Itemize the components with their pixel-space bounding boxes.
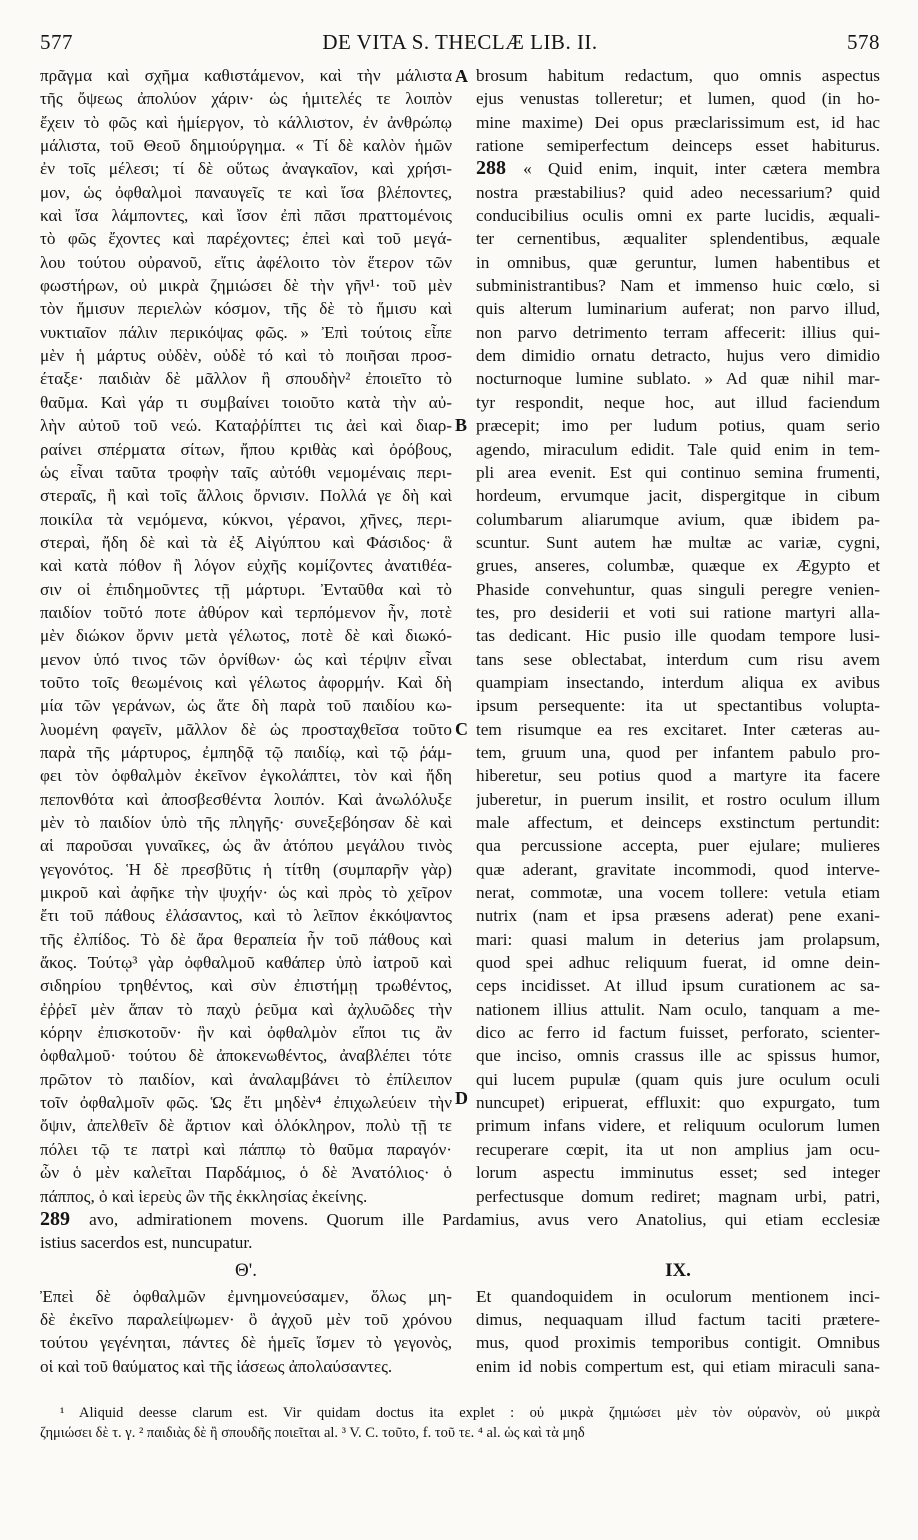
text-line: έταξε· παιδιὰν δὲ μᾶλλον ἢ σπουδὴν² ἐποιεῖτο τὸ	[40, 369, 452, 389]
text-line: istius sacerdos est, nuncupatur.	[40, 1233, 253, 1253]
text-line: ὀφθαλμοῦ· τούτου δὲ ἀποκενωθέντος, ἀναβλέπει τότε	[40, 1046, 452, 1066]
text-line: πόλει τῷ τε πατρὶ καὶ πάππῳ τὸ θαῦμα παραγόν·	[40, 1139, 452, 1159]
chapter-headings	[40, 1257, 880, 1285]
text-line: μία τῶν γεράνων, ὡς ἅτε δὴ παρὰ τοῦ παιδίου κω-	[40, 696, 452, 716]
text-line: ἄκος. Τούτῳ³ γὰρ ὀφθαλμοῦ καθάπερ ὑπὸ ἰατροῦ καὶ	[40, 953, 452, 973]
text-line: quæ aderant, gravitate incommodi, quod interve-	[476, 859, 880, 879]
text-line: μὲν τὸ παιδίον ὑπὸ τῆς πληγῆς· συνεξεβόησαν δὲ καὶ	[40, 813, 452, 832]
running-title: DE VITA S. THECLÆ LIB. II.	[322, 30, 598, 54]
text-line: columbarum aliarumque avium, quæ ibidem pa-	[476, 509, 880, 529]
text-line: λὴν αὐτοῦ τοῦ νεώ. Καταῤῥίπτει τις ἀεὶ καὶ διαρ-	[40, 416, 452, 436]
section-number: 289	[40, 1207, 90, 1230]
greek-column	[40, 64, 452, 1208]
text-line: ter cernentibus, æqualiter splendentibus, æquale	[476, 229, 880, 249]
text-line: αἱ παροῦσαι γυναῖκες, ὡς ἂν ἀτόπου μεγάλου τινὸς	[40, 836, 452, 856]
text-line: ἐν τοῖς μέλεσι; τί δὲ οὕτως ἀναγκαῖον, καὶ χρήσι-	[40, 159, 452, 179]
text-line: ἔχειν τὸ φῶς καὶ ἡμίεργον, τὸ κάλλιστον, ἐν ἀνθρώπῳ	[40, 112, 452, 132]
text-line: ratione semiperfectum deinceps esset habiturus.	[476, 136, 880, 156]
footnotes	[40, 1404, 880, 1444]
text-line: καὶ κατὰ πόθον ἢ λόγον εὐχῆς κομίζοντες ἀνατιθέα-	[40, 556, 452, 576]
text-line: φει τὸν ὀφθαλμὸν ἐκεῖνον ἐγκολάπτει, τὸν καὶ ἤδη	[40, 766, 452, 786]
text-line: τούτου γεγένηται, πάντες δὲ ἡμεῖς ἴσμεν τὸ γεγονὸς,	[40, 1333, 452, 1353]
text-line: μὲν ἡ μάρτυς οὐδὲν, οὐδὲ τό καὶ τὸ ποιῆσαι προσ-	[40, 346, 452, 366]
latin-chapter-text	[476, 1285, 880, 1378]
text-line: male affectum, et deinceps exstinctum pertundit:	[476, 813, 880, 832]
text-line: primum infans videre, et reliquum oculorum lumen	[476, 1116, 880, 1136]
text-line: ipsum persequente: ita ut spectantibus volupta-	[476, 696, 880, 716]
text-line: enim id nobis compertum est, qui etiam miraculi sana-	[476, 1356, 880, 1376]
text-line: que inciso, omnis crassus ille ac spissus humor,	[476, 1046, 880, 1066]
text-line: στεραὶ, ἤδη δὲ καὶ τὰ ἐξ Αἰγύπτου καὶ Φάσιδος· ἃ	[40, 532, 452, 552]
text-line: mine maxime) Dei opus præclarissimum est, id hac	[476, 112, 880, 132]
text-line: nostra præstabilius? quid adeo necessarium? quid	[476, 182, 880, 202]
text-line: nationem illius attulit. Nam oculo, tanquam a me-	[476, 999, 880, 1019]
text-line	[40, 1208, 880, 1231]
text-line: non parvo detrimento terram affecerit: illius qui-	[476, 322, 880, 342]
text-line: μενον ὑπό τινος τῶν ὀρνίθων· ὡς καὶ τέρψιν εἶναι	[40, 649, 452, 669]
text-line: ejus venustas tolleretur; et lumen, quod (in ho-	[476, 89, 880, 109]
text-line: dico ac ferro id factum fuisset, perforato, scienter-	[476, 1023, 880, 1043]
text-line: πρῶτον τὸ παιδίον, καὶ ἀναλαμβάνει τὸ ἐπίλειπον	[40, 1069, 452, 1089]
text-line: tem, gruum una, quod per infantem pabulo pro-	[476, 742, 880, 762]
text-line: qua percussione accepta, puer ejulare; mulieres	[476, 836, 880, 856]
chapter-columns	[40, 1285, 880, 1378]
text-line: Ἐπεὶ δὲ ὀφθαλμῶν ἐμνημονεύσαμεν, ὅλως μη-	[40, 1286, 452, 1306]
text-line: perfectusque domum rediret; magnam urbi, patri,	[476, 1186, 880, 1206]
chapter-title-greek: Θ'.	[235, 1259, 257, 1281]
text-line: λου τούτου οὐρανοῦ, εἴτις ἀφέλοιτο τὸν ἕτερον τῶν	[40, 252, 452, 272]
chapter-title-latin: IX.	[665, 1259, 691, 1281]
text-line: ὄψιν, ἀπελθεῖν δὲ ἄρτιον καὶ ὁλόκληρον, πολὺ τῇ τε	[40, 1116, 452, 1136]
text-line: tas dedicant. Hic pusio ille quodam tempore lusi-	[476, 626, 880, 646]
text-line: nerat, commotæ, una vocem tollere: vetula etiam	[476, 883, 880, 903]
text-line: præcepit; imo per ludum potius, quam serio	[476, 416, 880, 436]
text-line: τοῦτο τοῖς θεωμένοις καὶ γέλωτος ἀφορμήν. Καὶ δὴ	[40, 672, 452, 692]
text-line: quis alterum luminarium auferat; non parvo illud,	[476, 299, 880, 319]
text-line: ποικίλα τὰ νεμόμενα, κύκνοι, γέρανοι, χῆνες, περι-	[40, 509, 452, 529]
text-line: Et quandoquidem in oculorum mentionem inci-	[476, 1286, 880, 1306]
margin-letter-d: D	[455, 1088, 468, 1108]
text-line: κόρην ἐπισκοτοῦν· ἣν καὶ ὀφθαλμὸν εἴποι τις ἂν	[40, 1023, 452, 1043]
margin-letter-c: C	[455, 719, 468, 739]
text-line: dimus, nequaquam illud factum taciti prætere-	[476, 1309, 880, 1329]
text-line: νυκτιαῖον πάλιν περικόψας φῶς. » Ἐπὶ τούτοις εἶπε	[40, 322, 452, 342]
text-line: μον, ὡς ὀφθαλμοὶ παναυγεῖς τε καὶ ἴσα βλέποντες,	[40, 182, 452, 202]
text-line: nutrix (nam et ipsa præsens aderat) pene exani-	[476, 906, 880, 926]
text-line: subministrantibus? Nam et immenso huic cœlo, si	[476, 276, 880, 296]
text-line: tes, pro desiderii et voti sui ratione martyri alla-	[476, 602, 880, 622]
text-line: καὶ ἴσα λάμποντες, καὶ ἴσον ἐπὶ πᾶσι πραττομένοις	[40, 206, 452, 226]
text-line: quampiam insectando, interdum aliqua ex avibus	[476, 672, 880, 692]
text-line: ἔτι τοῦ πάθους ἐλάσαντος, καὶ τὸ λεῖπον ἐκκόψαντος	[40, 906, 452, 926]
text-line: conducibilius oculis omni ex parte lucidis, æquali-	[476, 206, 880, 226]
text-line: quod spei adhuc reliquum fuerat, id omne dein-	[476, 953, 880, 973]
text-line: μὲν διώκον ὄρνιν μετὰ γέλωτος, ποτὲ δὲ καὶ διωκό-	[40, 626, 452, 646]
text-line: brosum habitum redactum, quo omnis aspectus	[476, 66, 880, 85]
text-line: τοῖν ὀφθαλμοῖν φῶς. Ὡς ἔτι μηδὲν⁴ ἐπιχωλεύειν τὴν	[40, 1093, 452, 1113]
text-line: tyr respondit, neque hoc, aut illud faciendum	[476, 392, 880, 412]
text-line: οἱ καὶ τοῦ θαύματος καὶ τῆς ἰάσεως ἀπολαύσαντες.	[40, 1356, 393, 1376]
main-columns	[40, 64, 880, 1208]
text-line: τὸ φῶς ἔχοντες καὶ παρέχοντες; ἐπεὶ καὶ τοῦ μεγά-	[40, 229, 452, 249]
latin-column	[476, 64, 880, 1208]
text-line: παρὰ τῆς μάρτυρος, ἐμπηδᾷ τῷ παιδίῳ, καὶ τῷ ῥάμ-	[40, 742, 452, 762]
line-text: avo, admirationem movens. Quorum ille Pardamius, avus vero Anatolius, qui etiam ecclesiæ	[89, 1209, 880, 1229]
text-line: γεγονότος. Ἡ δὲ πρεσβῦτις ἡ τίτθη (συμπαρῆν γὰρ)	[40, 859, 452, 879]
text-line: μικροῦ καὶ ἀφῆκε τὴν ψυχήν· ὡς καὶ πρὸς τὸ χεῖρον	[40, 883, 452, 903]
full-width-paragraph	[40, 1208, 880, 1255]
text-line: τὸν ἥμισυν περιελὼν κόσμον, τῆς δὲ τὸ ἥμισυ καὶ	[40, 299, 452, 319]
greek-chapter-text	[40, 1285, 452, 1378]
text-line: ὧν ὁ μὲν καλεῖται Παρδάμιος, ὁ δὲ Ἀνατόλιος· ὁ	[40, 1163, 452, 1183]
text-line: grues, anseres, columbæ, quæque ex Ægypto et	[476, 556, 880, 576]
text-line: Phaside convehuntur, quas singuli peregre venien-	[476, 579, 880, 599]
text-line: στεραῖς, ἢ καὶ τοῖς ἄλλοις ὄρνισιν. Πολλά γε δὴ καὶ	[40, 486, 452, 506]
text-line: hiberetur, seu potius quod a martyre ita facere	[476, 766, 880, 786]
text-line: hordeum, ervumque jacit, dispergitque in cibum	[476, 486, 880, 506]
text-line: in omnibus, quæ geruntur, lumen habentibus et	[476, 252, 880, 272]
text-line: tem risumque ea res excitaret. Inter cæteras au-	[476, 719, 880, 739]
text-line: πρᾶγμα καὶ σχῆμα καθιστάμενον, καὶ τὴν μάλιστα	[40, 66, 452, 85]
text-line: scuntur. Sunt autem hæ multæ ac variæ, cygni,	[476, 532, 880, 552]
text-line: pli area evenit. Est qui continuo semina frumenti,	[476, 462, 880, 482]
text-line: lorum aspectu imminutus esset; sed integer	[476, 1163, 880, 1183]
page-number-right: 578	[847, 30, 880, 54]
text-line: ὡς εἶναι ταῦτα τροφὴν ταῖς αὐτόθι νεμομέναις περι-	[40, 462, 452, 482]
text-line: πεπονθότα καὶ ἀποσβεσθέντα λοιπόν. Καὶ ἀνωλόλυξε	[40, 789, 452, 809]
text-line: nocturnoque lumine sublato. » Ad quæ nihil mar-	[476, 369, 880, 389]
footnote-line: ¹ Aliquid deesse clarum est. Vir quidam doctus ita explet : οὐ μικρὰ ζημιώσει μὲν τὸν οὐρανὸν, οὐ μικρὰ	[60, 1404, 880, 1421]
text-line: πάππος, ὁ καὶ ἱερεὺς ὢν τῆς ἐκκλησίας ἐκείνης.	[40, 1186, 368, 1206]
section-number: 288	[476, 157, 524, 180]
text-line: παιδίον τοῦτό ποτε ἀθύρον καὶ τερπόμενον ἦν, ποτὲ	[40, 602, 452, 622]
text-line	[476, 157, 880, 180]
text-line: τῆς ἐλπίδος. Τὸ δὲ ἄρα θεραπεία ἦν τοῦ πάθους καὶ	[40, 929, 452, 949]
margin-letters	[453, 64, 475, 1208]
line-text: « Quid enim, inquit, inter cætera membra	[523, 159, 880, 179]
text-line: agendo, miraculum edidit. Tale quid enim in tem-	[476, 439, 880, 459]
text-line: dem dimidio ornatu detracto, hujus vero dimidio	[476, 346, 880, 366]
text-line: recuperare cœpit, ita ut non amplius jam ocu-	[476, 1139, 880, 1159]
page-number-left: 577	[40, 30, 73, 54]
text-line: θαῦμα. Καὶ γάρ τι συμβαίνει τοιοῦτο κατὰ τὴν αὐ-	[40, 392, 452, 412]
text-line: mus, quod proximis temporibus contigit. Omnibus	[476, 1333, 880, 1353]
text-line: ceps incidisset. At illud ipsum curationem ac sa-	[476, 976, 880, 996]
text-line: τῆς ὄψεως ἀπολύον χάριν· ὡς ἡμιτελές τε λοιπὸν	[40, 89, 452, 109]
text-line: mari: quasi malum in deterius jam prolapsum,	[476, 929, 880, 949]
page-header	[40, 30, 880, 64]
text-line: δὲ ἐκεῖνο παραλείψωμεν· ὃ ἀγχοῦ μὲν τοῦ χρόνου	[40, 1309, 452, 1329]
margin-letter-a: A	[455, 66, 468, 86]
text-line: σιδηρίου τρηθέντος, καὶ σὺν ἐπιστήμῃ τρωθέντος,	[40, 976, 452, 996]
text-line: μάλιστα, τοῦ Θεοῦ δημιούργημα. « Τί δὲ καλὸν ἡμῶν	[40, 136, 452, 156]
text-line: φωστήρων, οὐ μικρὰ ζημιώσει δὲ τὴν γῆν¹· τοῦ μὲν	[40, 276, 452, 296]
text-line: qui lucem pupulæ (quam quis jure oculum oculi	[476, 1069, 880, 1089]
text-line: ἐῤῥεῖ μὲν ἅπαν τὸ παχὺ ῥεῦμα καὶ ἀχλυῶδες τὴν	[40, 999, 452, 1019]
text-line: σιν οἱ ἐπιδημοῦντες τῇ μάρτυρι. Ἐνταῦθα καὶ τὸ	[40, 579, 452, 599]
text-line: ραίνει σπέρματα σίτων, ἤπου κριθὰς καὶ ὀρόβους,	[40, 439, 452, 459]
margin-letter-b: B	[455, 415, 468, 435]
text-line: λυομένη φαγεῖν, μᾶλλον δὲ ὡς προσταχθεῖσα τοῦτο	[40, 719, 452, 739]
footnote-line: ζημιώσει δὲ τ. γ. ² παιδιὰς δὲ ἢ σπουδῆς ποιεῖται al. ³ V. C. τοῦτο, f. τοῦ τε. ⁴ al. ὡς καὶ τὰ μηδ	[40, 1424, 585, 1441]
text-line: juberetur, in puerum insilit, et rostro oculum illum	[476, 789, 880, 809]
text-line: tans sese oblectabat, interdum cum risu avem	[476, 649, 880, 669]
text-line: nuncupet) eripuerat, effluxit: quo expurgato, tum	[476, 1093, 880, 1113]
